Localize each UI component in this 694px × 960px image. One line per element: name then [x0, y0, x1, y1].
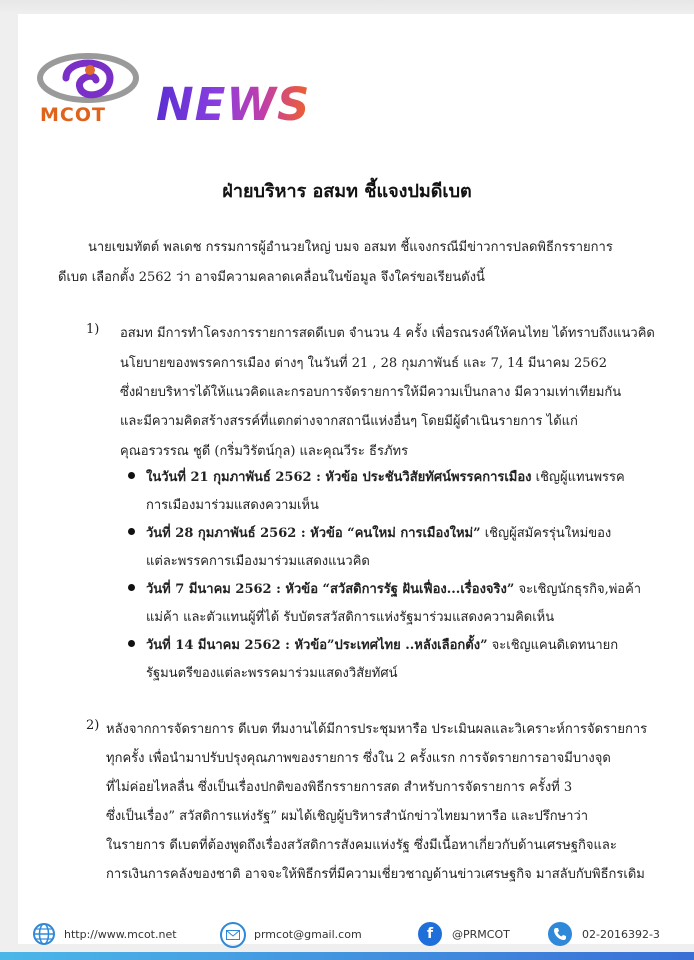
bullet-item-continued: รัฐมนตรีของแต่ละพรรคมาร่วมแสดงวิสัยทัศน์ [146, 666, 398, 681]
bullet-icon [128, 640, 135, 647]
phone-icon [548, 922, 572, 946]
bullet-item: ในวันที่ 21 กุมภาพันธ์ 2562 : หัวข้อ ประชันวิสัยทัศน์พรรคการเมือง เชิญผู้แทนพรรค [146, 470, 625, 485]
item2-line: หลังจากการจัดรายการ ดีเบต ทีมงานได้มีการประชุมหารือ ประเมินผลและวิเคราะห์การจัดรายการ [106, 722, 648, 737]
page-shadow [0, 0, 694, 14]
item2-line: ทุกครั้ง เพื่อนำมาปรับปรุงคุณภาพของรายการ ซึ่งใน 2 ครั้งแรก การจัดรายการอาจมีบางจุด [106, 751, 611, 766]
item1-line: อสมท มีการทำโครงการรายการสดดีเบต จำนวน 4 ครั้ง เพื่อรณรงค์ให้คนไทย ได้ทราบถึงแนวคิด [120, 326, 655, 341]
email-link[interactable]: prmcot@gmail.com [254, 928, 362, 941]
news-wordmark: NEWS [156, 78, 311, 131]
bullet-icon [128, 528, 135, 535]
footer-accent-bar [0, 952, 694, 960]
bullet-item: วันที่ 14 มีนาคม 2562 : หัวข้อ”ประเทศไทย ..หลังเลือกตั้ง” จะเชิญแคนดิเดทนายก [146, 638, 619, 653]
bullet-item: วันที่ 7 มีนาคม 2562 : หัวข้อ “สวัสดิการรัฐ ฝันเฟื่อง...เรื่องจริง” จะเชิญนักธุรกิจ,พ่อค้า [146, 582, 642, 597]
item2-line: ในรายการ ดีเบตที่ต้องพูดถึงเรื่องสวัสดิการสังคมแห่งรัฐ ซึ่งมีเนื้อหาเกี่ยวกับด้านเศรษฐกิจและ [106, 838, 617, 853]
item-number: 2) [86, 718, 100, 733]
facebook-handle[interactable]: @PRMCOT [452, 928, 510, 941]
item-number: 1) [86, 322, 100, 337]
item1-line: นโยบายของพรรคการเมือง ต่างๆ ในวันที่ 21 , 28 กุมภาพันธ์ และ 7, 14 มีนาคม 2562 [120, 356, 608, 371]
logo-wordmark: MCOT [40, 104, 106, 126]
item2-line: ที่ไม่ค่อยไหลลื่น ซึ่งเป็นเรื่องปกติของพิธีกรรายการสด สำหรับการจัดรายการ ครั้งที่ 3 [106, 780, 573, 795]
mail-icon [220, 922, 246, 948]
item1-line: และมีความคิดสร้างสรรค์ที่แตกต่างจากสถานีแห่งอื่นๆ โดยมีผู้ดำเนินรายการ ได้แก่ [120, 414, 578, 429]
bullet-item-continued: การเมืองมาร่วมแสดงความเห็น [146, 498, 319, 513]
item1-line: ซึ่งฝ่ายบริหารได้ให้แนวคิดและกรอบการจัดรายการให้มีความเป็นกลาง มีความเท่าเทียมกัน [120, 385, 622, 400]
bullet-item-continued: แม่ค้า และตัวแทนผู้ที่ได้ รับบัตรสวัสดิการแห่งรัฐมาร่วมแสดงความคิดเห็น [146, 610, 555, 625]
item1-line: คุณอรวรรณ ชูดี (กริ่มวิรัตน์กุล) และคุณวีระ ธีรภัทร [120, 444, 409, 459]
bullet-icon [128, 472, 135, 479]
document-title: ฝ่ายบริหาร อสมท ชี้แจงปมดีเบต [222, 181, 472, 202]
intro-line: นายเขมทัตต์ พลเดช กรรมการผู้อำนวยใหญ่ บมจ อสมท ชี้แจงกรณีมีข่าวการปลดพิธีกรรายการ [88, 240, 613, 255]
item2-line: ซึ่งเป็นเรื่อง” สวัสดิการแห่งรัฐ” ผมได้เชิญผู้บริหารสำนักข่าวไทยมาหารือ และปรึกษาว่า [106, 809, 589, 824]
website-link[interactable]: http://www.mcot.net [64, 928, 177, 941]
phone-number[interactable]: 02-2016392-3 [582, 928, 660, 941]
bullet-item-continued: แต่ละพรรคการเมืองมาร่วมแสดงแนวคิด [146, 554, 370, 569]
item2-line: การเงินการคลังของชาติ อาจจะให้พิธีกรที่มีความเชี่ยวชาญด้านข่าวเศรษฐกิจ มาสลับกับพิธีกรเดิม [106, 867, 645, 882]
bullet-icon [128, 584, 135, 591]
intro-line: ดีเบต เลือกตั้ง 2562 ว่า อาจมีความคลาดเคลื่อนในข้อมูล จึงใคร่ขอเรียนดังนี้ [58, 270, 485, 285]
bullet-item: วันที่ 28 กุมภาพันธ์ 2562 : หัวข้อ “คนใหม่ การเมืองใหม่” เชิญผู้สมัครรุ่นใหม่ของ [146, 526, 612, 541]
globe-icon [32, 922, 56, 946]
facebook-icon: f [418, 922, 442, 946]
